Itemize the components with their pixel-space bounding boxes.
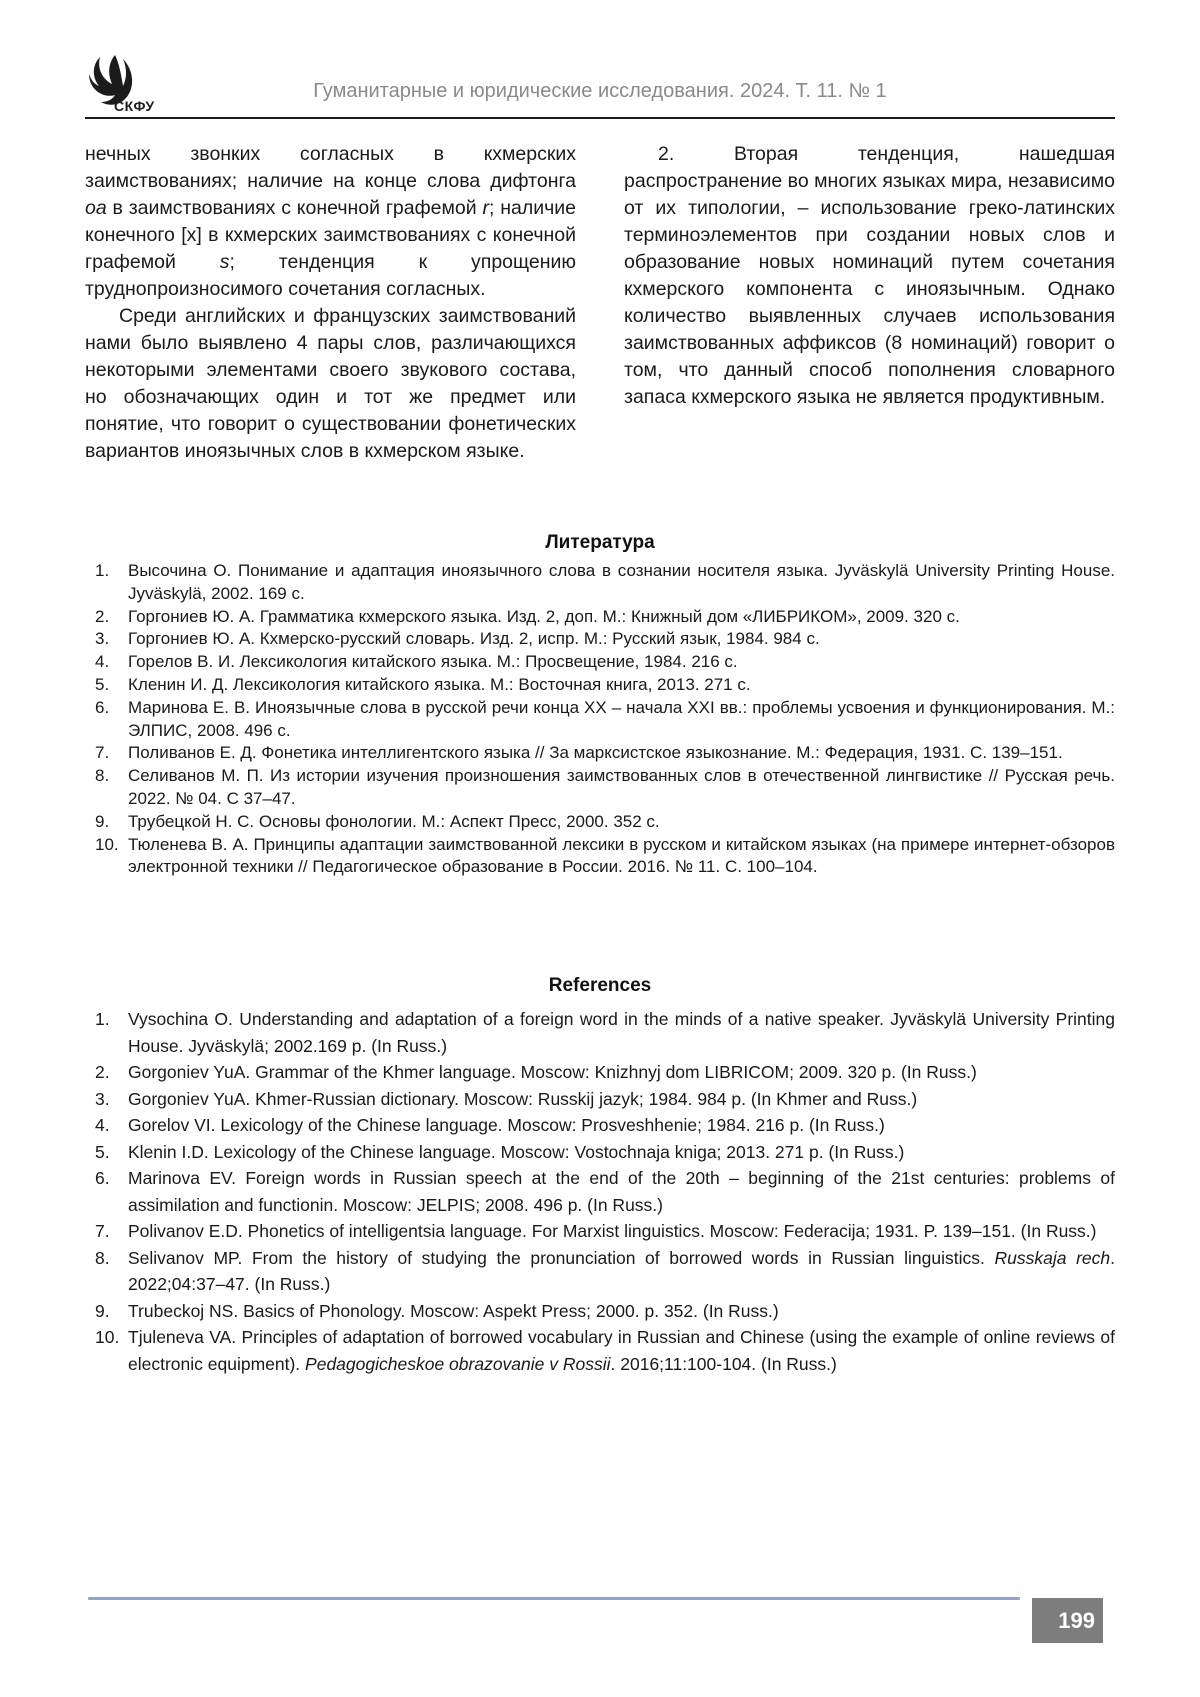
text-run: нечных звонких согласных в кхмерских заимствованиях; наличие на конце слова дифтонга [85, 143, 576, 192]
reference-item [85, 606, 1115, 629]
reference-number: 9. [95, 811, 110, 831]
reference-item [85, 1112, 1115, 1139]
italic-text: s [219, 251, 230, 273]
reference-text [128, 1142, 904, 1162]
reference-text [128, 629, 820, 648]
text-run: Горгониев Ю. А. Кхмерско-русский словарь. Изд. 2, испр. М.: Русский язык, 1984. 984 с. [128, 629, 820, 649]
paragraph [85, 141, 576, 303]
reference-text [128, 1168, 1115, 1215]
text-run: Трубецкой Н. С. Основы фонологии. М.: Аспект Пресс, 2000. 352 с. [128, 811, 660, 831]
reference-number: 10. [95, 834, 119, 854]
reference-item [85, 1298, 1115, 1325]
reference-number: 9. [95, 1300, 110, 1321]
references-list [85, 1006, 1115, 1377]
reference-number: 10. [95, 1327, 120, 1347]
text-run: Кленин И. Д. Лексикология китайского языка. М.: Восточная книга, 2013. 271 с. [128, 674, 751, 694]
italic-text: r [482, 197, 489, 219]
reference-number: 1. [95, 1009, 110, 1029]
paragraph [624, 141, 1115, 411]
text-run: Marinova EV. Foreign words in Russian speech at the end of the 20th – beginning of the 21st centuries: problems of assimilation and functionin. Moscow: JELPIS; 2008. 496 p. (In Russ.) [128, 1168, 1115, 1215]
reference-text [128, 835, 1115, 877]
reference-number: 7. [95, 743, 110, 763]
reference-item [85, 1059, 1115, 1086]
text-run: Tjuleneva VA. Principles of adaptation of borrowed vocabulary in Russian and Chinese (using the example of online reviews of electronic equipment). [128, 1327, 1115, 1374]
reference-item [85, 1139, 1115, 1166]
reference-text [128, 698, 1115, 740]
page-number: 199 [1058, 1607, 1095, 1633]
reference-text [128, 1009, 1115, 1056]
text-run: . 2016;11:100-104. (In Russ.) [610, 1353, 837, 1374]
reference-text [128, 675, 751, 694]
reference-item [85, 834, 1115, 880]
reference-text [128, 607, 960, 626]
page-number-badge [1032, 1598, 1103, 1643]
reference-item [85, 1165, 1115, 1218]
text-run: Тюленева В. А. Принципы адаптации заимствованной лексики в русском и китайском языках (на примере интернет-обзоров электронной техники // Педагогическое образование в России. 2016. № 11. С. 100–104. [128, 834, 1115, 877]
right-column [624, 141, 1115, 465]
italic-text: oa [85, 197, 107, 219]
reference-text [128, 1089, 917, 1109]
reference-text [128, 766, 1115, 808]
text-run: . 2022;04:37–47. (In Russ.) [128, 1247, 1115, 1294]
references-heading: References [548, 975, 652, 996]
text-run: Маринова Е. В. Иноязычные слова в русской речи конца XX – начала XXI вв.: проблемы усвоения и функционирования. М.: ЭЛПИС, 2008. 496 с. [128, 697, 1115, 740]
text-run: Среди английских и французских заимствований нами было выявлено 4 пары слов, различающихся некоторыми элементами своего звукового состава, но обозначающих один и тот же предмет или понятие, что говорит о существовании фонетических вариантов иноязычных слов в кхмерском языке. [85, 305, 576, 462]
references-section [85, 975, 1115, 1377]
reference-number: 4. [95, 1115, 110, 1135]
text-run: Горгониев Ю. А. Грамматика кхмерского языка. Изд. 2, доп. М.: Книжный дом «ЛИБРИКОМ», 2009. 320 с. [128, 606, 960, 626]
reference-number: 5. [95, 1141, 110, 1162]
reference-item [85, 1086, 1115, 1113]
text-run: в заимствованиях с конечной графемой [106, 197, 483, 219]
text-run: Gorgoniev YuA. Khmer-Russian dictionary. Moscow: Russkij jazyk; 1984. 984 p. (In Khmer and Russ.) [128, 1088, 918, 1109]
reference-number: 2. [95, 606, 110, 626]
reference-number: 6. [95, 697, 110, 717]
reference-text [128, 1115, 885, 1135]
reference-text [128, 1221, 1097, 1241]
italic-text: Russkaja rech [994, 1247, 1111, 1268]
text-run: Высочина О. Понимание и адаптация иноязычного слова в сознании носителя языка. Jyväskylä University Printing House. Jyväskylä, 2002. 169 с. [128, 561, 1115, 603]
text-run: ; тенденция к упрощению труднопроизносимого сочетания согласных. [85, 251, 576, 300]
reference-number: 8. [95, 1247, 110, 1268]
reference-number: 1. [95, 561, 110, 580]
reference-text [128, 812, 660, 831]
reference-item [85, 811, 1115, 834]
text-run: Горелов В. И. Лексикология китайского языка. М.: Просвещение, 1984. 216 с. [128, 652, 738, 672]
text-run: ; наличие конечного [х] в кхмерских заимствованиях с конечной графемой [85, 197, 576, 273]
reference-item [85, 1218, 1115, 1245]
text-run: Gorgoniev YuA. Grammar of the Khmer language. Moscow: Knizhnyj dom LIBRICOM; 2009. 320 p. (In Russ.) [128, 1062, 977, 1082]
reference-item [85, 742, 1115, 765]
article-body [85, 141, 1115, 465]
text-run: Trubeckoj NS. Basics of Phonology. Moscow: Aspekt Press; 2000. p. 352. (In Russ.) [128, 1300, 779, 1321]
reference-text [128, 561, 1115, 603]
reference-item [85, 560, 1115, 606]
reference-item [85, 1006, 1115, 1059]
reference-number: 3. [95, 629, 110, 649]
reference-number: 8. [95, 766, 110, 786]
reference-item [85, 1245, 1115, 1298]
text-run: Gorelov VI. Lexicology of the Chinese language. Moscow: Prosveshhenie; 1984. 216 p. (In Russ.) [128, 1115, 885, 1135]
reference-item [85, 651, 1115, 674]
text-run: Vysochina O. Understanding and adaptation of a foreign word in the minds of a native speaker. Jyväskylä University Printing House. Jyväskylä; 2002.169 p. (In Russ.) [128, 1009, 1115, 1056]
reference-text [128, 1248, 1115, 1295]
text-run: Selivanov MP. From the history of studying the pronunciation of borrowed words in Russian linguistics. [128, 1247, 995, 1268]
literature-list [85, 560, 1115, 879]
reference-number: 5. [95, 674, 110, 694]
journal-title: Гуманитарные и юридические исследования. 2024. Т. 11. № 1 [313, 80, 887, 102]
reference-item [85, 765, 1115, 811]
reference-text [128, 743, 1063, 762]
text-run: Klenin I.D. Lexicology of the Chinese language. Moscow: Vostochnaja kniga; 2013. 271 p. (In Russ.) [128, 1141, 905, 1162]
reference-number: 4. [95, 652, 110, 672]
logo-text: СКФУ [114, 98, 155, 114]
paragraph [85, 303, 576, 465]
text-run: Поливанов Е. Д. Фонетика интеллигентского языка // За марксистское языкознание. М.: Федерация, 1931. С. 139–151. [128, 743, 1063, 763]
reference-item [85, 697, 1115, 743]
reference-item [85, 674, 1115, 697]
reference-number: 6. [95, 1168, 110, 1188]
literature-heading: Литература [545, 532, 655, 553]
reference-number: 3. [95, 1088, 110, 1109]
reference-text [128, 1062, 977, 1082]
footer-divider [88, 1597, 1020, 1600]
reference-number: 7. [95, 1221, 110, 1241]
italic-text: Pedagogicheskoe obrazovanie v Rossii [305, 1353, 611, 1374]
header-divider [85, 117, 1115, 119]
reference-text [128, 652, 738, 671]
text-run: Селиванов М. П. Из истории изучения произношения заимствованных слов в отечественной лингвистике // Русская речь. 2022. № 04. С 37–47. [128, 766, 1115, 808]
literature-section [85, 532, 1115, 879]
reference-number: 2. [95, 1062, 110, 1082]
left-column [85, 141, 576, 465]
text-run: 2. Вторая тенденция, нашедшая распространение во многих языках мира, независимо от их типологии, – использование греко-латинских терминоэлементов при создании новых слов и образование новых номинаций путем сочетания кхмерского компонента с иноязычным. Однако количество выявленных случаев использования заимствованных аффиксов (8 номинаций) говорит о том, что данный способ пополнения словарного запаса кхмерского языка не является продуктивным. [624, 143, 1115, 408]
text-run: Polivanov E.D. Phonetics of intelligentsia language. For Marxist linguistics. Moscow: Federacija; 1931. P. 139–151. (In Russ.) [128, 1221, 1097, 1241]
reference-text [128, 1327, 1115, 1374]
reference-item [85, 1324, 1115, 1377]
reference-text [128, 1301, 779, 1321]
reference-item [85, 628, 1115, 651]
